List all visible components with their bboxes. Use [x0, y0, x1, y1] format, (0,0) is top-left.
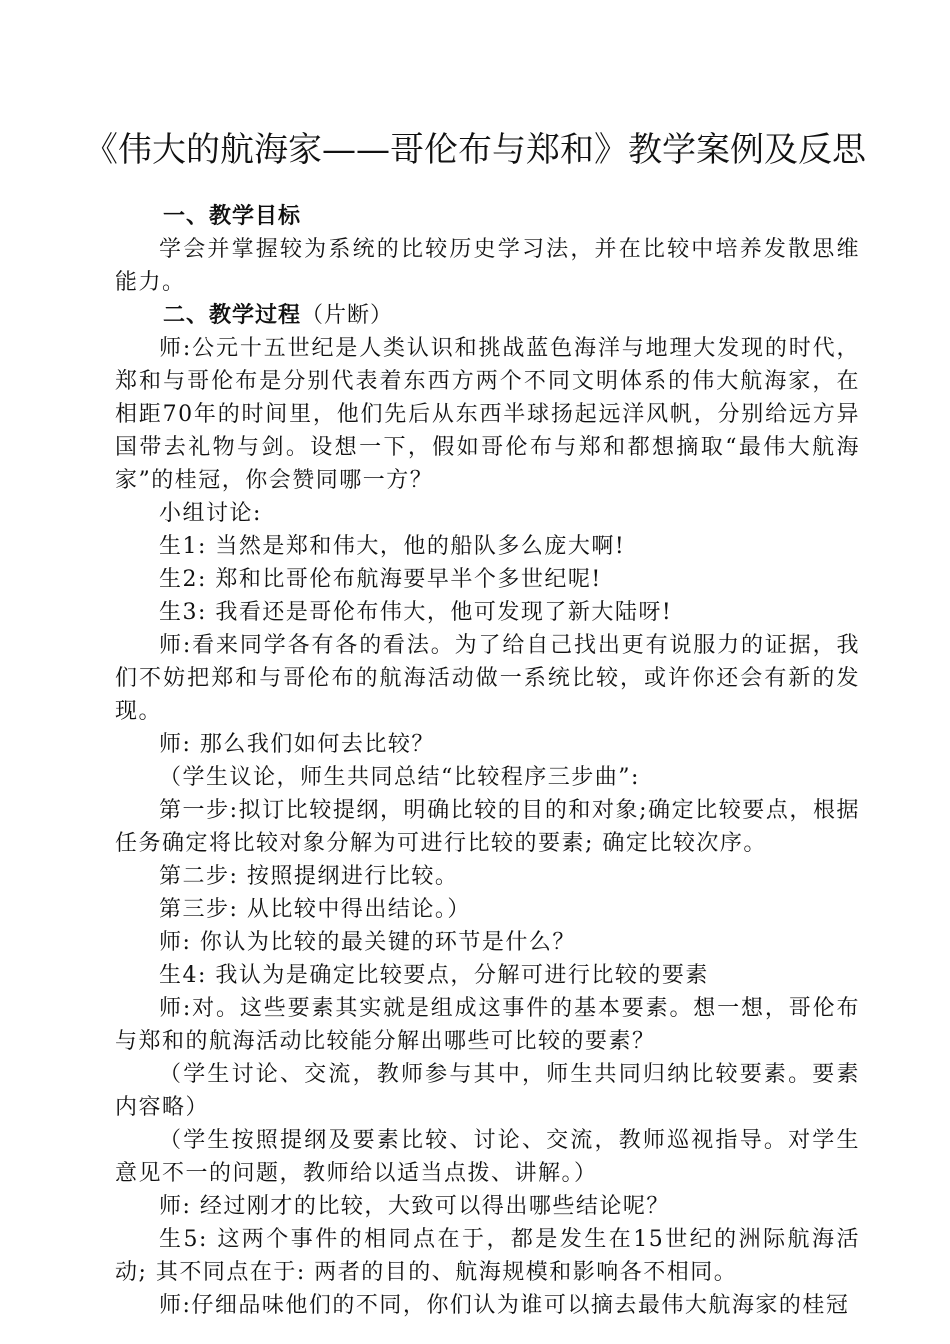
- body-paragraph: 师:对。这些要素其实就是组成这事件的基本要素。想一想，哥伦布与郑和的航海活动比较能分解出哪些可比较的要素？: [115, 996, 860, 1054]
- section-heading-objectives-text: 一、教学目标: [163, 204, 302, 229]
- body-paragraph: 师:仔细品味他们的不同，你们认为谁可以摘去最伟大航海家的桂冠: [159, 1293, 850, 1318]
- body-paragraph: 生3: 我看还是哥伦布伟大，他可发现了新大陆呀!: [159, 600, 673, 625]
- body-paragraph: 师: 经过刚才的比较，大致可以得出哪些结论呢？: [159, 1194, 670, 1219]
- body-paragraph: 师:公元十五世纪是人类认识和挑战蓝色海洋与地理大发现的时代，郑和与哥伦布是分别代表着东西方两个不同文明体系的伟大航海家，在相距70年的时间里，他们先后从东西半球扬起远洋风帆，分别给远方异国带去礼物与剑。设想一下，假如哥伦布与郑和都想摘取“最伟大航海家”的桂冠，你会赞同哪一方？: [115, 336, 860, 493]
- section-heading-process-text: 二、教学过程: [163, 303, 302, 328]
- document-body: [115, 200, 860, 1322]
- section-heading-process-note: （片断）: [301, 303, 394, 328]
- body-paragraph: 第一步:拟订比较提纲，明确比较的目的和对象;确定比较要点，根据任务确定将比较对象分解为可进行比较的要素; 确定比较次序。: [115, 798, 860, 856]
- objectives-paragraph: 学会并掌握较为系统的比较历史学习法，并在比较中培养发散思维能力。: [115, 237, 860, 295]
- body-paragraph: 师: 你认为比较的最关键的环节是什么？: [159, 930, 576, 955]
- body-paragraph: 第二步: 按照提纲进行比较。: [159, 864, 459, 889]
- section-heading-objectives: [115, 200, 860, 233]
- body-paragraph: （学生按照提纲及要素比较、讨论、交流，教师巡视指导。对学生意见不一的问题，教师给以适当点拨、讲解。）: [115, 1128, 860, 1186]
- body-paragraph: （学生讨论、交流，教师参与其中，师生共同归纳比较要素。要素内容略）: [115, 1062, 860, 1120]
- body-paragraph: 生1: 当然是郑和伟大，他的船队多么庞大啊!: [159, 534, 626, 559]
- body-paragraph: 生5: 这两个事件的相同点在于，都是发生在15世纪的洲际航海活动; 其不同点在于: 两者的目的、航海规模和影响各不相同。: [115, 1227, 860, 1285]
- document-title: 《伟大的航海家——哥伦布与郑和》教学案例及反思: [84, 130, 866, 170]
- body-paragraph: 生4: 我认为是确定比较要点，分解可进行比较的要素: [159, 963, 709, 988]
- body-paragraph: 小组讨论:: [159, 501, 262, 526]
- body-paragraph: 生2: 郑和比哥伦布航海要早半个多世纪呢!: [159, 567, 602, 592]
- body-paragraph: 师: 那么我们如何去比较？: [159, 732, 435, 757]
- body-paragraph: （学生议论，师生共同总结“比较程序三步曲”:: [159, 765, 640, 790]
- section-heading-process: [115, 299, 860, 332]
- body-paragraph: 师:看来同学各有各的看法。为了给自己找出更有说服力的证据，我们不妨把郑和与哥伦布的航海活动做一系统比较，或许你还会有新的发现。: [115, 633, 860, 724]
- body-paragraph: 第三步: 从比较中得出结论。）: [159, 897, 471, 922]
